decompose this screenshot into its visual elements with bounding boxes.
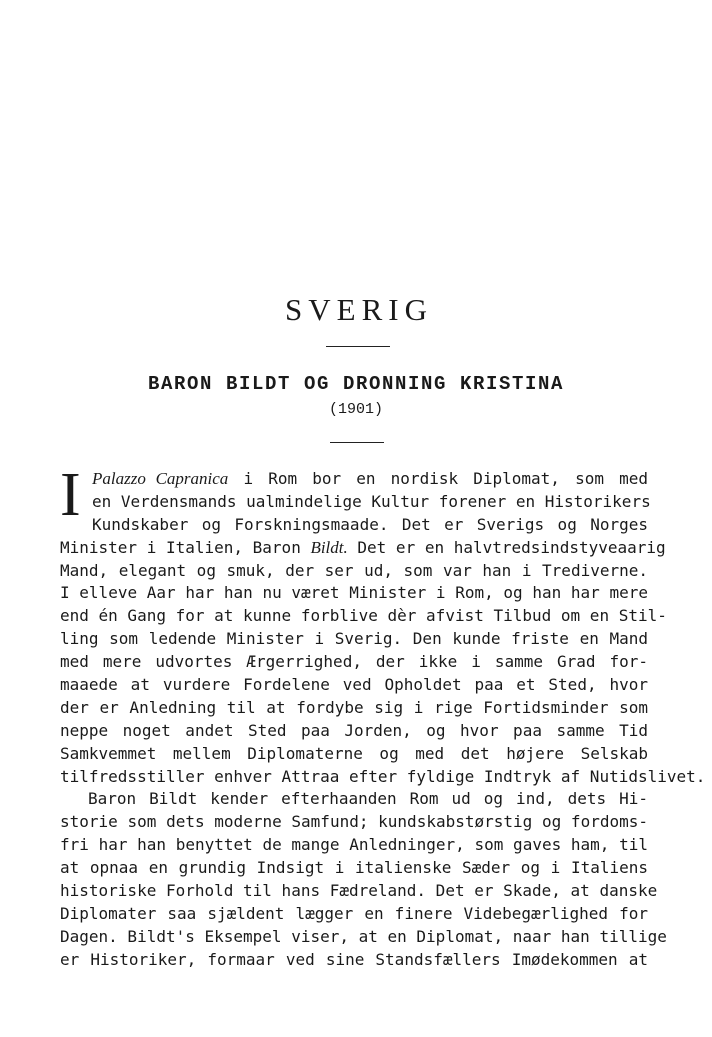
text-line: fri har han benyttet de mange Anledninger, som gaves ham, til	[60, 835, 648, 855]
text-line: en Verdensmands ualmindelige Kultur forener en Historikers	[92, 491, 651, 511]
drop-cap: I	[60, 461, 81, 529]
text-line: ling som ledende Minister i Sverig. Den kunde friste en Mand	[60, 629, 648, 649]
text-line: med mere udvortes Ærgerrighed, der ikke i samme Grad for-	[60, 652, 648, 672]
text-line: der er Anledning til at fordybe sig i rige Fortidsminder som	[60, 697, 648, 717]
text-fragment: Minister i Italien, Baron	[60, 537, 311, 557]
text-line	[60, 537, 666, 560]
text-line: storie som dets moderne Samfund; kundskabstørstig og fordoms-	[60, 812, 648, 832]
section-year: (1901)	[328, 401, 383, 418]
text-line: maaede at vurdere Fordelene ved Opholdet paa et Sted, hvor	[60, 675, 648, 695]
text-line: er Historiker, formaar ved sine Standsfællers Imødekommen at	[60, 949, 648, 969]
body-text	[60, 461, 706, 972]
text-fragment: i Rom bor en nordisk Diplomat, som med	[228, 469, 648, 488]
text-line: end én Gang for at kunne forblive dèr afvist Tilbud om en Stil-	[60, 606, 667, 626]
text-line: I elleve Aar har han nu været Minister i Rom, og han har mere	[60, 583, 648, 603]
chapter-heading: SVERIG	[285, 292, 433, 327]
heading-divider	[326, 346, 390, 347]
text-line: historiske Forhold til hans Fædreland. Det er Skade, at danske	[60, 881, 658, 901]
text-line: Kundskaber og Forskningsmaade. Det er Sverigs og Norges	[92, 514, 648, 534]
text-line: Mand, elegant og smuk, der ser ud, som var han i Trediverne.	[60, 560, 648, 580]
text-line: neppe noget andet Sted paa Jorden, og hvor paa samme Tid	[60, 720, 648, 740]
text-line: Dagen. Bildt's Eksempel viser, at en Diplomat, naar han tillige	[60, 926, 667, 946]
text-line: Samkvemmet mellem Diplomaterne og med det højere Selskab	[60, 743, 648, 763]
subtitle-divider	[330, 442, 384, 443]
section-subtitle: BARON BILDT OG DRONNING KRISTINA	[147, 373, 565, 395]
italic-place-name: Palazzo Capranica	[92, 469, 229, 488]
text-line: at opnaa en grundig Indsigt i italienske Sæder og i Italiens	[60, 858, 648, 878]
text-line	[60, 468, 648, 491]
italic-name: Bildt.	[310, 537, 348, 557]
text-fragment: Det er en halvtredsindstyveaarig	[347, 537, 666, 557]
text-line: Baron Bildt kender efterhaanden Rom ud og ind, dets Hi-	[88, 789, 648, 809]
text-line: tilfredsstiller enhver Attraa efter fyldige Indtryk af Nutidslivet.	[60, 766, 706, 786]
text-line: Diplomater saa sjældent lægger en finere Videbegærlighed for	[60, 903, 648, 923]
